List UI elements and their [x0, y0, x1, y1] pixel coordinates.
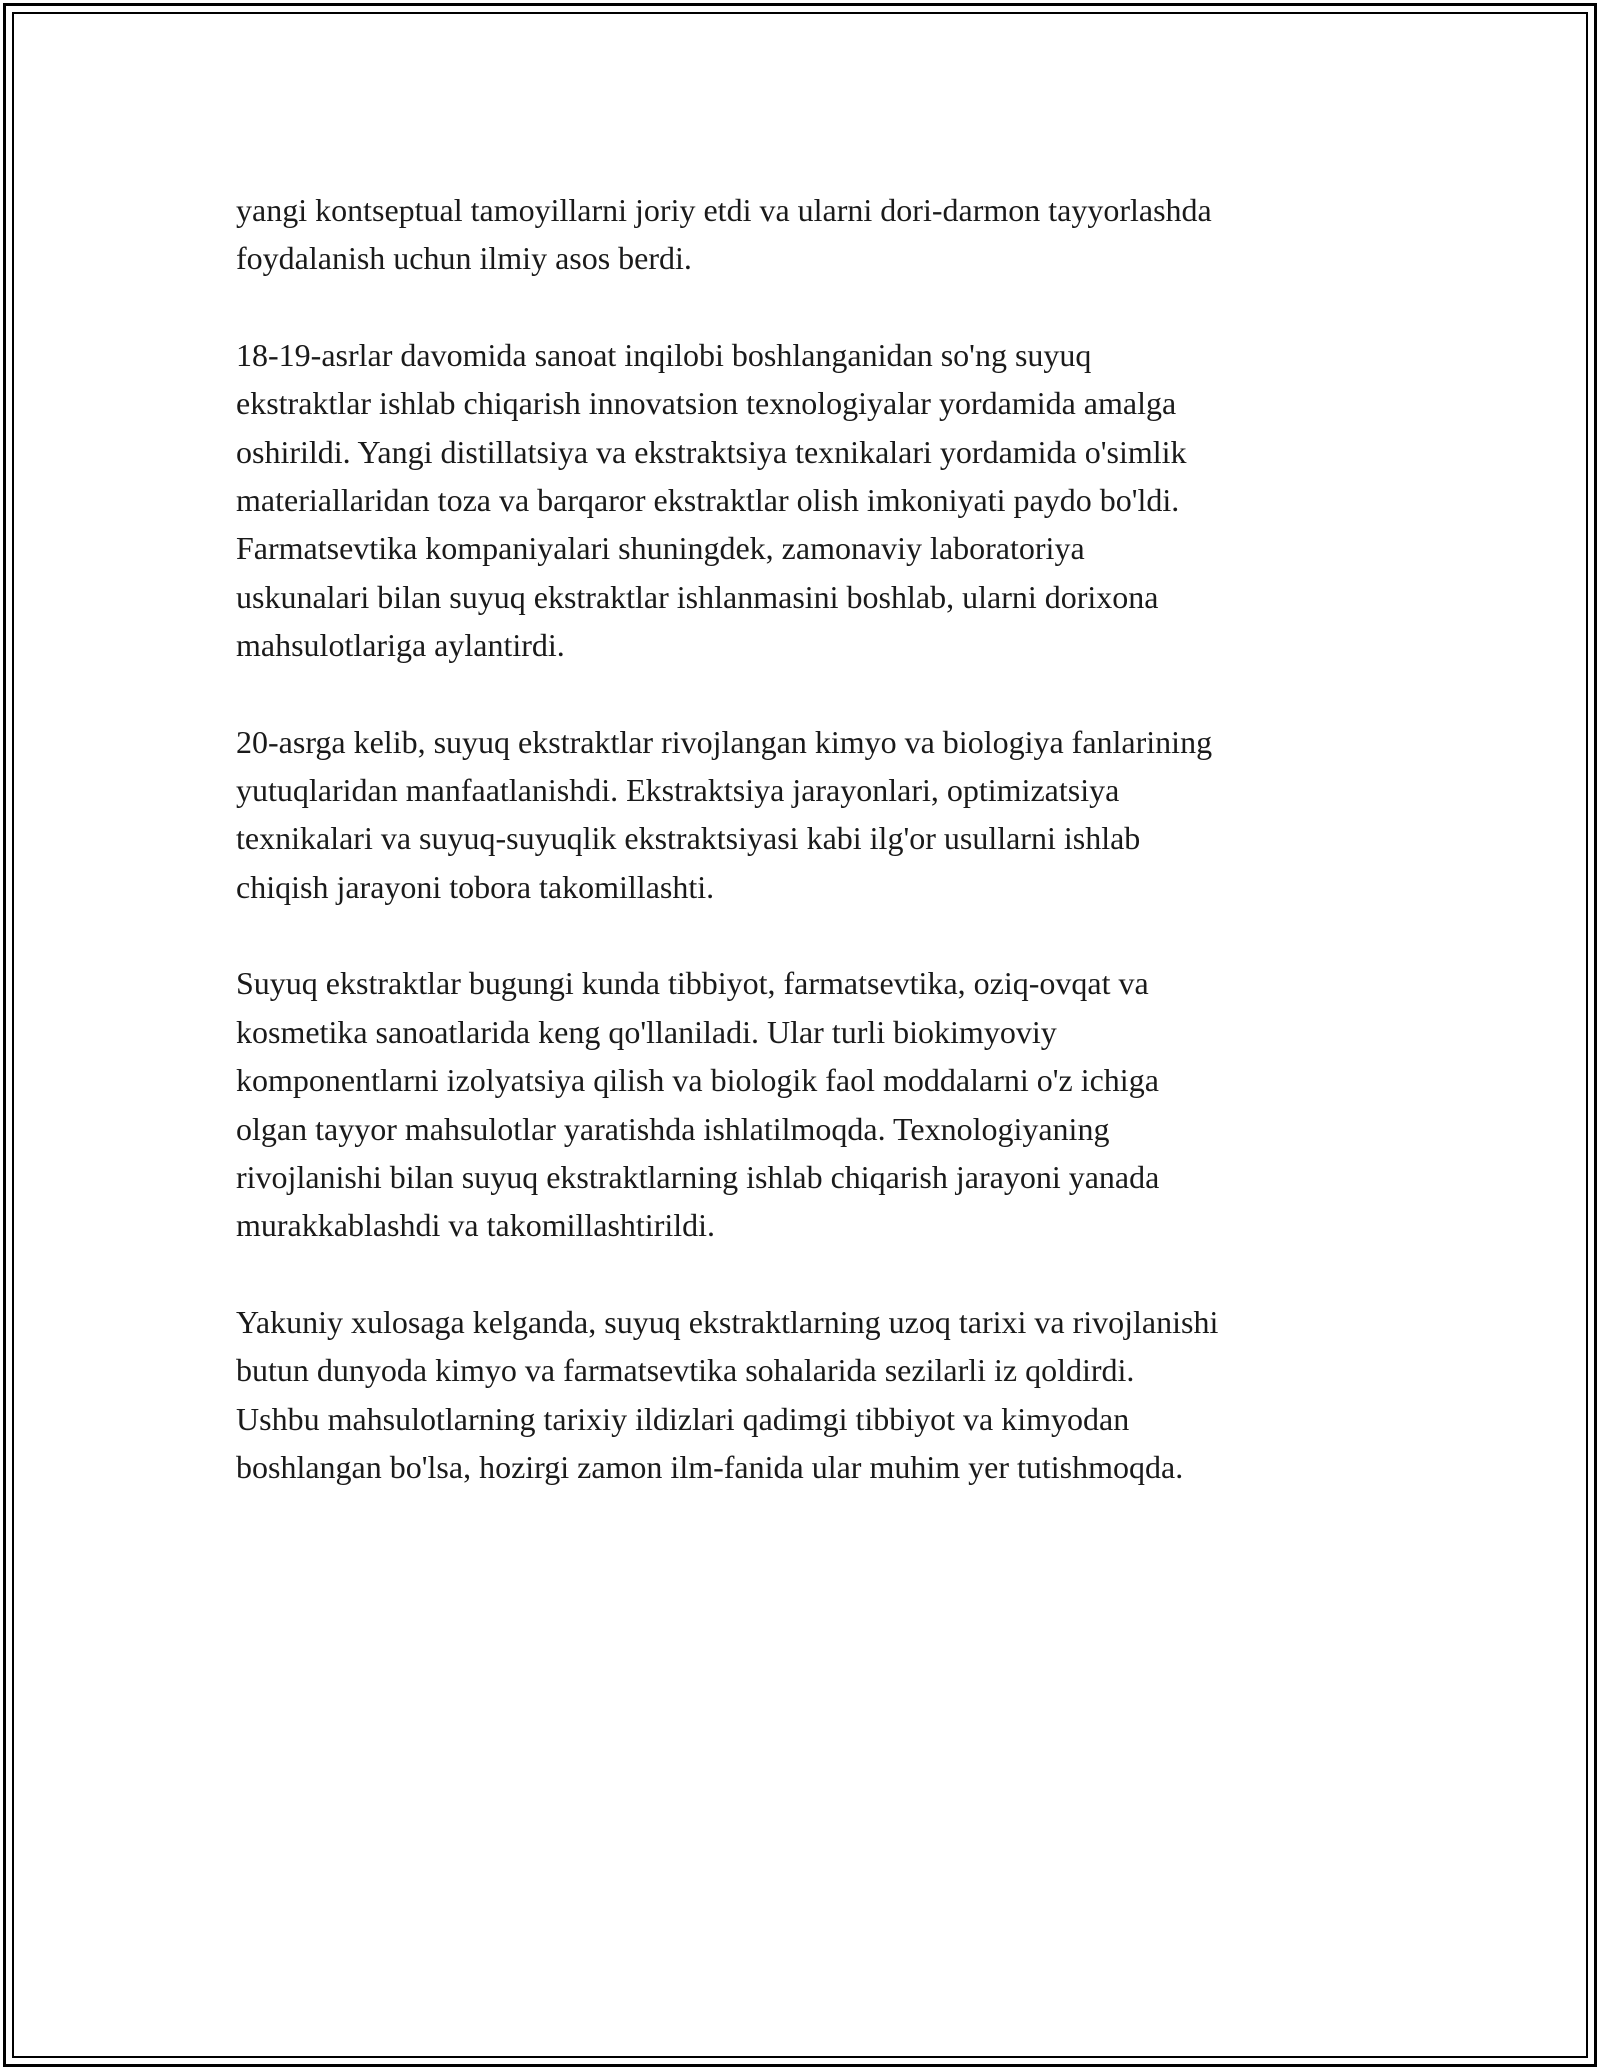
paragraph-2: 18-19-asrlar davomida sanoat inqilobi boshlanganidan so'ng suyuq ekstraktlar ishlab chiqarish innovatsion texnologiyalar yordamida amalga oshirildi. Yangi distillatsiya va ekstraktsiya texnikalari yordamida o'simlik materiallaridan toza va barqaror ekstraktlar olish imkoniyati paydo bo'ldi. Farmatsevtika kompaniyalari shuningdek, zamonaviy laboratoriya uskunalari bilan suyuq ekstraktlar ishlanmasini boshlab, ularni dorixona mahsulotlariga aylantirdi. [236, 336, 1187, 664]
document-body [236, 186, 1376, 1491]
paragraph-3: 20-asrga kelib, suyuq ekstraktlar rivojlangan kimyo va biologiya fanlarining yutuqlaridan manfaatlanishdi. Ekstraktsiya jarayonlari, optimizatsiya texnikalari va suyuq-suyuqlik ekstraktsiyasi kabi ilg'or usullarni ishlab chiqish jarayoni tobora takomillashti. [236, 723, 1213, 905]
paragraph-5: Yakuniy xulosaga kelganda, suyuq ekstraktlarning uzoq tarixi va rivojlanishi butun dunyoda kimyo va farmatsevtika sohalarida sezilarli iz qoldirdi. Ushbu mahsulotlarning tarixiy ildizlari qadimgi tibbiyot va kimyodan boshlangan bo'lsa, hozirgi zamon ilm-fanida ular muhim yer tutishmoqda. [236, 1303, 1219, 1485]
paragraph-4: Suyuq ekstraktlar bugungi kunda tibbiyot, farmatsevtika, oziq-ovqat va kosmetika sanoatlarida keng qo'llaniladi. Ular turli biokimyoviy komponentlarni izolyatsiya qilish va biologik faol moddalarni o'z ichiga olgan tayyor mahsulotlar yaratishda ishlatilmoqda. Texnologiyaning rivojlanishi bilan suyuq ekstraktlarning ishlab chiqarish jarayoni yanada murakkablashdi va takomillashtirildi. [236, 965, 1160, 1244]
paragraph-1: yangi kontseptual tamoyillarni joriy etdi va ularni dori-darmon tayyorlashda foydalanish uchun ilmiy asos berdi. [236, 192, 1212, 277]
